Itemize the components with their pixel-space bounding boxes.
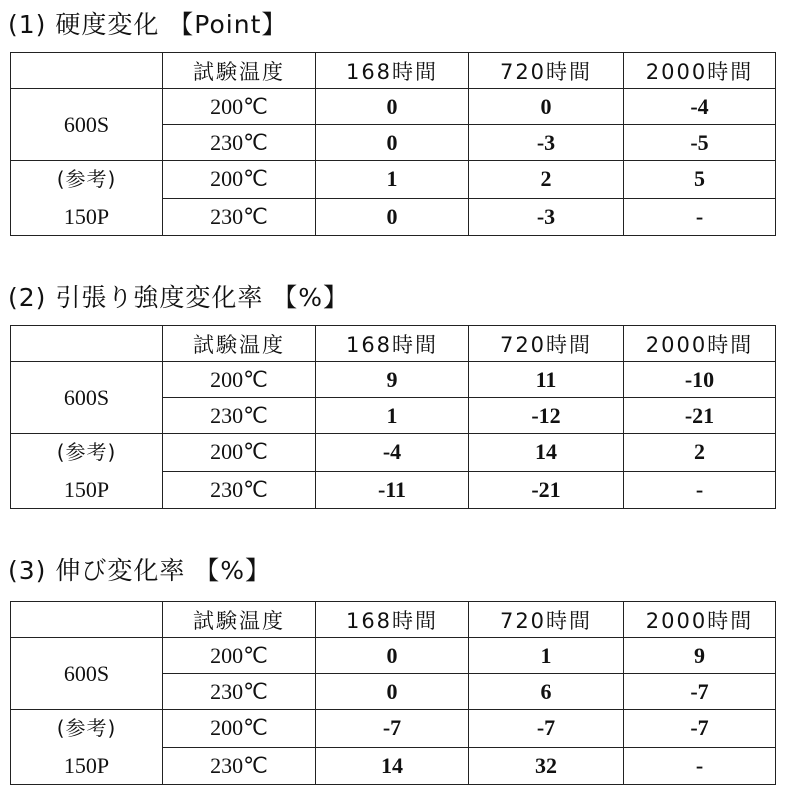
value-168h: -11 — [316, 471, 469, 509]
table-row — [11, 638, 776, 674]
header-720h: 720時間 — [469, 602, 624, 638]
value-720h: -3 — [469, 125, 624, 161]
temperature-cell: 230℃ — [163, 471, 316, 509]
header-row — [11, 326, 776, 362]
results-table — [10, 325, 776, 509]
header-720h: 720時間 — [469, 53, 624, 89]
temperature-cell: 200℃ — [163, 161, 316, 199]
header-row — [11, 602, 776, 638]
value-168h: 0 — [316, 674, 469, 710]
temperature-cell: 200℃ — [163, 638, 316, 674]
value-720h: 6 — [469, 674, 624, 710]
header-2000h: 2000時間 — [624, 602, 776, 638]
value-2000h: -5 — [624, 125, 776, 161]
group-label: 150P — [63, 753, 110, 778]
header-test-temperature: 試験温度 — [163, 602, 316, 638]
value-168h: 0 — [316, 125, 469, 161]
group-label: 600S — [63, 112, 110, 137]
group-label: 150P — [63, 477, 110, 502]
value-720h: -3 — [469, 198, 624, 236]
table-row — [11, 362, 776, 398]
header-168h: 168時間 — [316, 53, 469, 89]
temperature-cell: 200℃ — [163, 710, 316, 748]
value-2000h: -10 — [624, 362, 776, 398]
value-720h: -7 — [469, 710, 624, 748]
value-720h: 2 — [469, 161, 624, 199]
group-label-reference: (参考) — [56, 716, 117, 740]
value-720h: -21 — [469, 471, 624, 509]
value-2000h: -4 — [624, 89, 776, 125]
value-168h: 0 — [316, 198, 469, 236]
header-blank-cell — [11, 326, 163, 362]
value-2000h: 5 — [624, 161, 776, 199]
group-label-cell — [11, 710, 163, 785]
group-label-reference: (参考) — [56, 167, 117, 191]
value-168h: 0 — [316, 89, 469, 125]
value-720h: 11 — [469, 362, 624, 398]
value-2000h: -7 — [624, 674, 776, 710]
group-label-cell — [11, 362, 163, 434]
value-168h: 1 — [316, 161, 469, 199]
value-2000h: - — [624, 747, 776, 785]
temperature-cell: 200℃ — [163, 89, 316, 125]
value-2000h: - — [624, 198, 776, 236]
table-row — [11, 710, 776, 748]
group-label-cell — [11, 434, 163, 509]
value-2000h: - — [624, 471, 776, 509]
value-720h: 1 — [469, 638, 624, 674]
value-168h: -7 — [316, 710, 469, 748]
value-168h: 9 — [316, 362, 469, 398]
temperature-cell: 230℃ — [163, 398, 316, 434]
value-168h: 1 — [316, 398, 469, 434]
section-title: (2) 引張り強度変化率 【%】 — [8, 283, 350, 312]
results-table — [10, 52, 776, 236]
value-2000h: 9 — [624, 638, 776, 674]
value-168h: -4 — [316, 434, 469, 472]
temperature-cell: 200℃ — [163, 362, 316, 398]
section-title: (3) 伸び変化率 【%】 — [8, 556, 272, 585]
header-168h: 168時間 — [316, 326, 469, 362]
value-2000h: -7 — [624, 710, 776, 748]
group-label-cell — [11, 89, 163, 161]
header-blank-cell — [11, 602, 163, 638]
header-2000h: 2000時間 — [624, 326, 776, 362]
header-test-temperature: 試験温度 — [163, 326, 316, 362]
section-title: (1) 硬度変化 【Point】 — [8, 10, 288, 39]
group-label: 150P — [63, 204, 110, 229]
value-168h: 0 — [316, 638, 469, 674]
value-720h: 0 — [469, 89, 624, 125]
value-720h: -12 — [469, 398, 624, 434]
temperature-cell: 230℃ — [163, 674, 316, 710]
value-168h: 14 — [316, 747, 469, 785]
group-label-cell — [11, 161, 163, 236]
header-2000h: 2000時間 — [624, 53, 776, 89]
header-row — [11, 53, 776, 89]
table-row — [11, 89, 776, 125]
group-label: 600S — [63, 661, 110, 686]
group-label-reference: (参考) — [56, 440, 117, 464]
temperature-cell: 230℃ — [163, 198, 316, 236]
value-2000h: -21 — [624, 398, 776, 434]
temperature-cell: 230℃ — [163, 747, 316, 785]
header-168h: 168時間 — [316, 602, 469, 638]
table-row — [11, 161, 776, 199]
header-test-temperature: 試験温度 — [163, 53, 316, 89]
temperature-cell: 200℃ — [163, 434, 316, 472]
temperature-cell: 230℃ — [163, 125, 316, 161]
header-blank-cell — [11, 53, 163, 89]
header-720h: 720時間 — [469, 326, 624, 362]
value-720h: 32 — [469, 747, 624, 785]
group-label: 600S — [63, 385, 110, 410]
table-row — [11, 434, 776, 472]
value-2000h: 2 — [624, 434, 776, 472]
group-label-cell — [11, 638, 163, 710]
results-table — [10, 601, 776, 785]
value-720h: 14 — [469, 434, 624, 472]
